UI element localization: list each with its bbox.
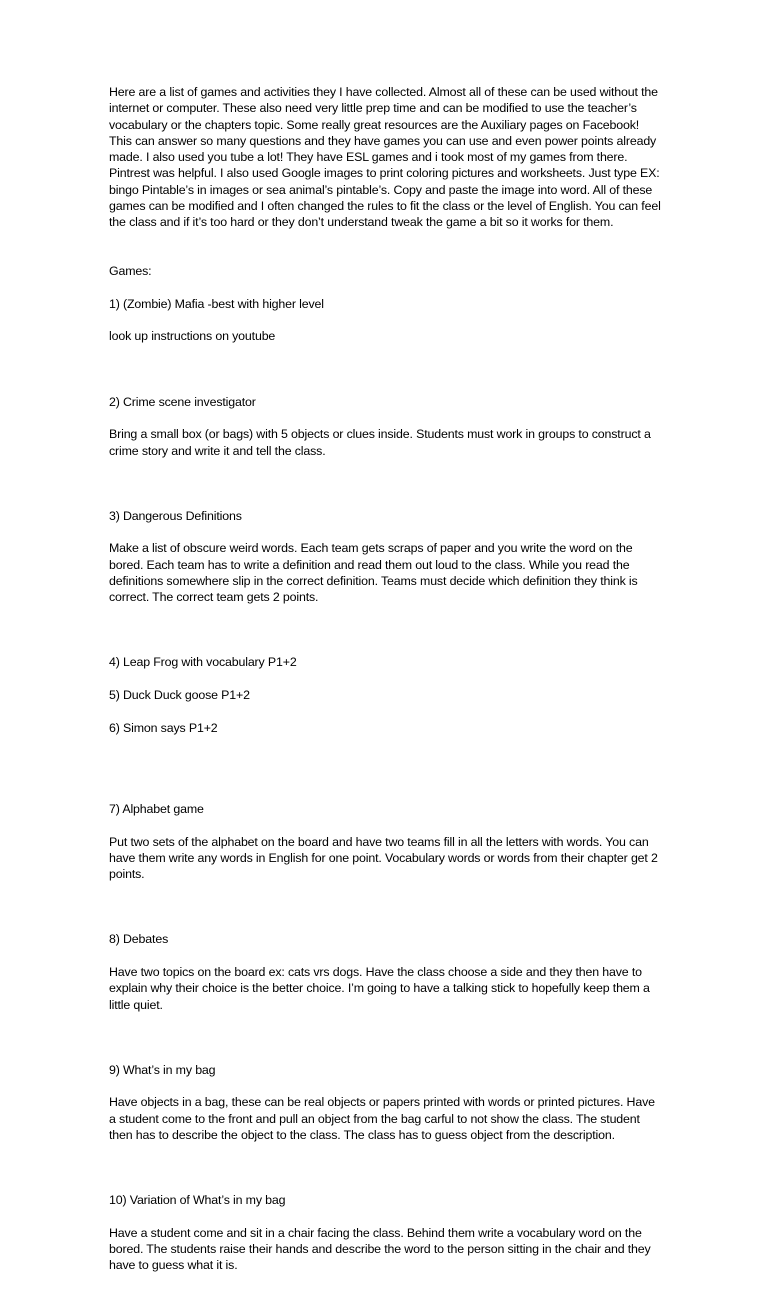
game-10-title: 10) Variation of What’s in my bag: [109, 1193, 286, 1208]
game-3-body: Make a list of obscure weird words. Each team gets scraps of paper and you write the word on the bored. Each team has to write a definition and read them out loud to the class. While you read the definitions somewhere slip in the correct definition. Teams must decide which definition they think is correct. The correct team gets 2 points.: [109, 541, 638, 605]
game-7-body: Put two sets of the alphabet on the board and have two teams fill in all the letters with words. You can have them write any words in English for one point. Vocabulary words or words from their chapter get 2 points.: [109, 834, 658, 882]
game-7-title: 7) Alphabet game: [109, 802, 204, 817]
game-5-title: 5) Duck Duck goose P1+2: [109, 687, 250, 702]
game-6-title: 6) Simon says P1+2: [109, 720, 218, 735]
game-10-section: [109, 1176, 661, 1290]
game-10-body: Have a student come and sit in a chair facing the class. Behind them write a vocabulary word on the bored. The students raise their hands and describe the word to the person sitting in the chair and they have to guess what it is.: [109, 1225, 651, 1273]
game-8-body: Have two topics on the board ex: cats vrs dogs. Have the class choose a side and they then have to explain why their choice is the better choice. I’m going to have a talking stick to hopefully keep them a little quiet.: [109, 965, 650, 1012]
game-9-body: Have objects in a bag, these can be real objects or papers printed with words or printed pictures. Have a student come to the front and pull an object from the bag carful to not show the class. The student then has to describe the object to the class. The class has to guess object from the description.: [109, 1095, 655, 1142]
game-9-title: 9) What’s in my bag: [109, 1062, 216, 1077]
game-1-section: [109, 247, 661, 361]
game-2-section: [109, 377, 661, 475]
game-4-title: 4) Leap Frog with vocabulary P1+2: [109, 655, 297, 670]
game-3-title: 3) Dangerous Definitions: [109, 508, 242, 523]
game-9-section: [109, 1046, 661, 1160]
game-1-title: 1) (Zombie) Mafia -best with higher level: [109, 296, 324, 311]
game-2-body: Bring a small box (or bags) with 5 objects or clues inside. Students must work in groups to construct a crime story and write it and tell the class.: [109, 427, 651, 458]
game-1-body: look up instructions on youtube: [109, 329, 276, 344]
games-heading: Games:: [109, 264, 152, 279]
games-4-6-section: [109, 638, 661, 752]
game-8-title: 8) Debates: [109, 932, 169, 947]
game-2-title: 2) Crime scene investigator: [109, 394, 256, 409]
game-3-section: [109, 491, 661, 621]
game-8-section: [109, 915, 661, 1029]
intro-paragraph: Here are a list of games and activities they I have collected. Almost all of these can be used without the internet or computer. These also need very little prep time and can be modified to use the teacher’s vocabulary or the chapters topic. Some really great resources are the Auxiliary pages on Facebook! This can answer so many questions and they have games you can use and even power points already made. I also used you tube a lot! They have ESL games and i took most of my games from there. Pintrest was helpful. I also used Google images to print coloring pictures and worksheets. Just type EX: bingo Pintable’s in images or sea animal’s pintable’s. Copy and paste the image into word. All of these games can be modified and I often changed the rules to fit the class or the level of English. You can feel the class and if it’s too hard or they don’t understand tweak the game a bit so it works for them.: [109, 85, 661, 230]
game-7-section: [109, 785, 661, 899]
document-page: [109, 84, 661, 1306]
